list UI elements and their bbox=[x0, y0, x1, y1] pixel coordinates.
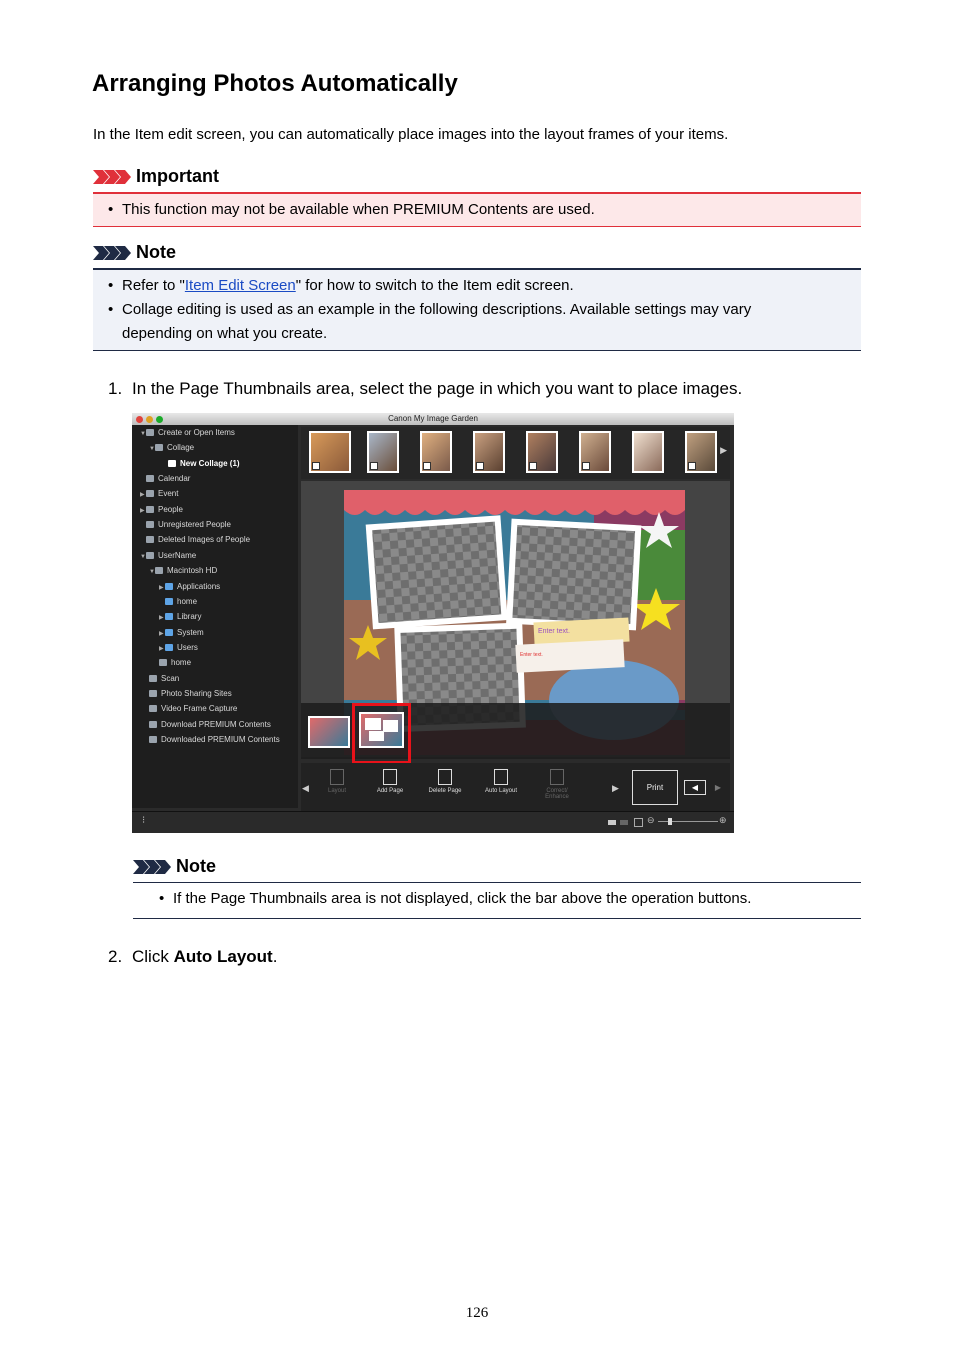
sidebar-item-collage[interactable]: ▼ Collage bbox=[149, 443, 195, 452]
sidebar-item-calendar[interactable]: Calendar bbox=[146, 474, 190, 483]
zoom-slider-handle[interactable] bbox=[668, 818, 672, 825]
zoom-in-icon[interactable]: ⊕ bbox=[719, 815, 727, 825]
add-page-button[interactable]: Add Page bbox=[368, 769, 412, 794]
sidebar-item-new-collage[interactable]: New Collage (1) bbox=[168, 459, 240, 468]
note-item: • Refer to "Item Edit Screen" for how to switch to the Item edit screen. bbox=[93, 274, 861, 298]
intro-text: In the Item edit screen, you can automatically place images into the layout frames of your items. bbox=[93, 126, 729, 143]
note-box-2 bbox=[133, 882, 861, 919]
delete-page-button[interactable]: Delete Page bbox=[423, 769, 467, 794]
correct-enhance-button[interactable]: Correct/ Enhance bbox=[535, 769, 579, 800]
sidebar-item-create[interactable]: ▼ Create or Open Items bbox=[140, 428, 235, 437]
zoom-button[interactable] bbox=[156, 416, 163, 423]
auto-layout-button[interactable]: Auto Layout bbox=[479, 769, 523, 794]
note-item: • Collage editing is used as an example in the following descriptions. Available settings may vary depending on what you create. bbox=[93, 298, 861, 346]
delete-page-icon bbox=[438, 769, 452, 785]
layout-icon bbox=[330, 769, 344, 785]
view-mode-icon[interactable] bbox=[620, 820, 628, 825]
important-label: Important bbox=[136, 166, 219, 186]
sidebar-item-downloaded-premium[interactable]: Downloaded PREMIUM Contents bbox=[149, 735, 280, 744]
sidebar-item-applications[interactable]: ▶ Applications bbox=[159, 582, 221, 591]
sidebar-item-unregistered-people[interactable]: Unregistered People bbox=[146, 520, 231, 529]
app-screenshot bbox=[132, 413, 734, 833]
note-chevrons-icon bbox=[133, 858, 171, 876]
collage-text-2[interactable]: Enter text. bbox=[520, 652, 543, 658]
note-label-2: Note bbox=[176, 856, 216, 876]
zoom-slider[interactable] bbox=[658, 821, 718, 822]
sidebar-item-event[interactable]: ▶ Event bbox=[140, 489, 179, 498]
note-header-2 bbox=[133, 856, 216, 877]
minimize-button[interactable] bbox=[146, 416, 153, 423]
scroll-right-icon[interactable]: ▶ bbox=[612, 783, 619, 793]
image-thumbnail[interactable] bbox=[420, 431, 452, 473]
image-thumbnail[interactable] bbox=[473, 431, 505, 473]
view-mode-icon[interactable] bbox=[608, 820, 616, 825]
window-titlebar bbox=[132, 413, 734, 425]
image-thumbnail[interactable] bbox=[526, 431, 558, 473]
sidebar-item-home[interactable]: home bbox=[165, 597, 197, 606]
important-chevrons-icon bbox=[93, 168, 131, 186]
add-page-icon bbox=[383, 769, 397, 785]
zoom-out-icon[interactable]: ⊖ bbox=[647, 815, 655, 825]
note-box bbox=[93, 268, 861, 351]
window-title: Canon My Image Garden bbox=[388, 414, 478, 423]
image-thumbnail[interactable] bbox=[632, 431, 664, 473]
sidebar-item-photo-sharing[interactable]: Photo Sharing Sites bbox=[149, 689, 232, 698]
image-thumbnail[interactable] bbox=[367, 431, 399, 473]
sidebar bbox=[132, 425, 298, 808]
close-button[interactable] bbox=[136, 416, 143, 423]
image-thumbnails-area bbox=[301, 427, 730, 479]
sidebar-item-username[interactable]: ▼ UserName bbox=[140, 551, 197, 560]
sidebar-item-video-frame[interactable]: Video Frame Capture bbox=[149, 704, 237, 713]
page-thumbnail-selected[interactable] bbox=[359, 712, 404, 748]
step-2: 2. Click Auto Layout. bbox=[108, 947, 278, 966]
correct-enhance-icon bbox=[550, 769, 564, 785]
scroll-left-icon[interactable]: ◀ bbox=[302, 783, 309, 793]
layout-button[interactable]: Layout bbox=[315, 769, 359, 794]
note-chevrons-icon bbox=[93, 244, 131, 262]
item-edit-screen-link[interactable]: Item Edit Screen bbox=[184, 277, 296, 294]
step-1: 1. In the Page Thumbnails area, select the page in which you want to place images. bbox=[108, 379, 743, 398]
sidebar-item-macintosh-hd[interactable]: ▼ Macintosh HD bbox=[149, 566, 218, 575]
note-item: • If the Page Thumbnails area is not displayed, click the bar above the operation buttons. bbox=[133, 887, 861, 911]
page-number: 126 bbox=[465, 1305, 489, 1321]
important-box bbox=[93, 192, 861, 227]
image-thumbnail[interactable] bbox=[309, 431, 351, 473]
page-thumbnail[interactable] bbox=[308, 716, 350, 748]
print-button[interactable]: Print bbox=[632, 770, 678, 805]
back-button[interactable]: ◀ bbox=[684, 780, 706, 795]
status-bar bbox=[132, 811, 734, 833]
note-label: Note bbox=[136, 242, 176, 262]
fit-icon[interactable] bbox=[634, 818, 643, 827]
forward-button[interactable]: ▶ bbox=[714, 783, 722, 792]
sidebar-item-download-premium[interactable]: Download PREMIUM Contents bbox=[149, 720, 271, 729]
operation-toolbar bbox=[301, 763, 730, 811]
image-thumbnail[interactable] bbox=[685, 431, 717, 473]
sidebar-item-people[interactable]: ▶ People bbox=[140, 505, 183, 514]
auto-layout-icon bbox=[494, 769, 508, 785]
sidebar-item-library[interactable]: ▶ Library bbox=[159, 612, 202, 621]
important-header bbox=[93, 166, 219, 187]
sidebar-item-deleted-images[interactable]: Deleted Images of People bbox=[146, 535, 250, 544]
info-icon[interactable]: ⁝ bbox=[142, 815, 146, 826]
collage-text-1[interactable]: Enter text. bbox=[538, 628, 570, 635]
image-thumbnail[interactable] bbox=[579, 431, 611, 473]
important-item: • This function may not be available when PREMIUM Contents are used. bbox=[93, 198, 861, 222]
sidebar-item-home-2[interactable]: home bbox=[159, 658, 191, 667]
sidebar-item-system[interactable]: ▶ System bbox=[159, 628, 204, 637]
scroll-right-icon[interactable]: ▶ bbox=[720, 445, 727, 455]
note-header bbox=[93, 242, 176, 263]
page-thumbnails-area bbox=[301, 703, 730, 759]
sidebar-item-scan[interactable]: Scan bbox=[149, 674, 179, 683]
sidebar-item-users[interactable]: ▶ Users bbox=[159, 643, 198, 652]
page-title: Arranging Photos Automatically bbox=[92, 70, 458, 97]
